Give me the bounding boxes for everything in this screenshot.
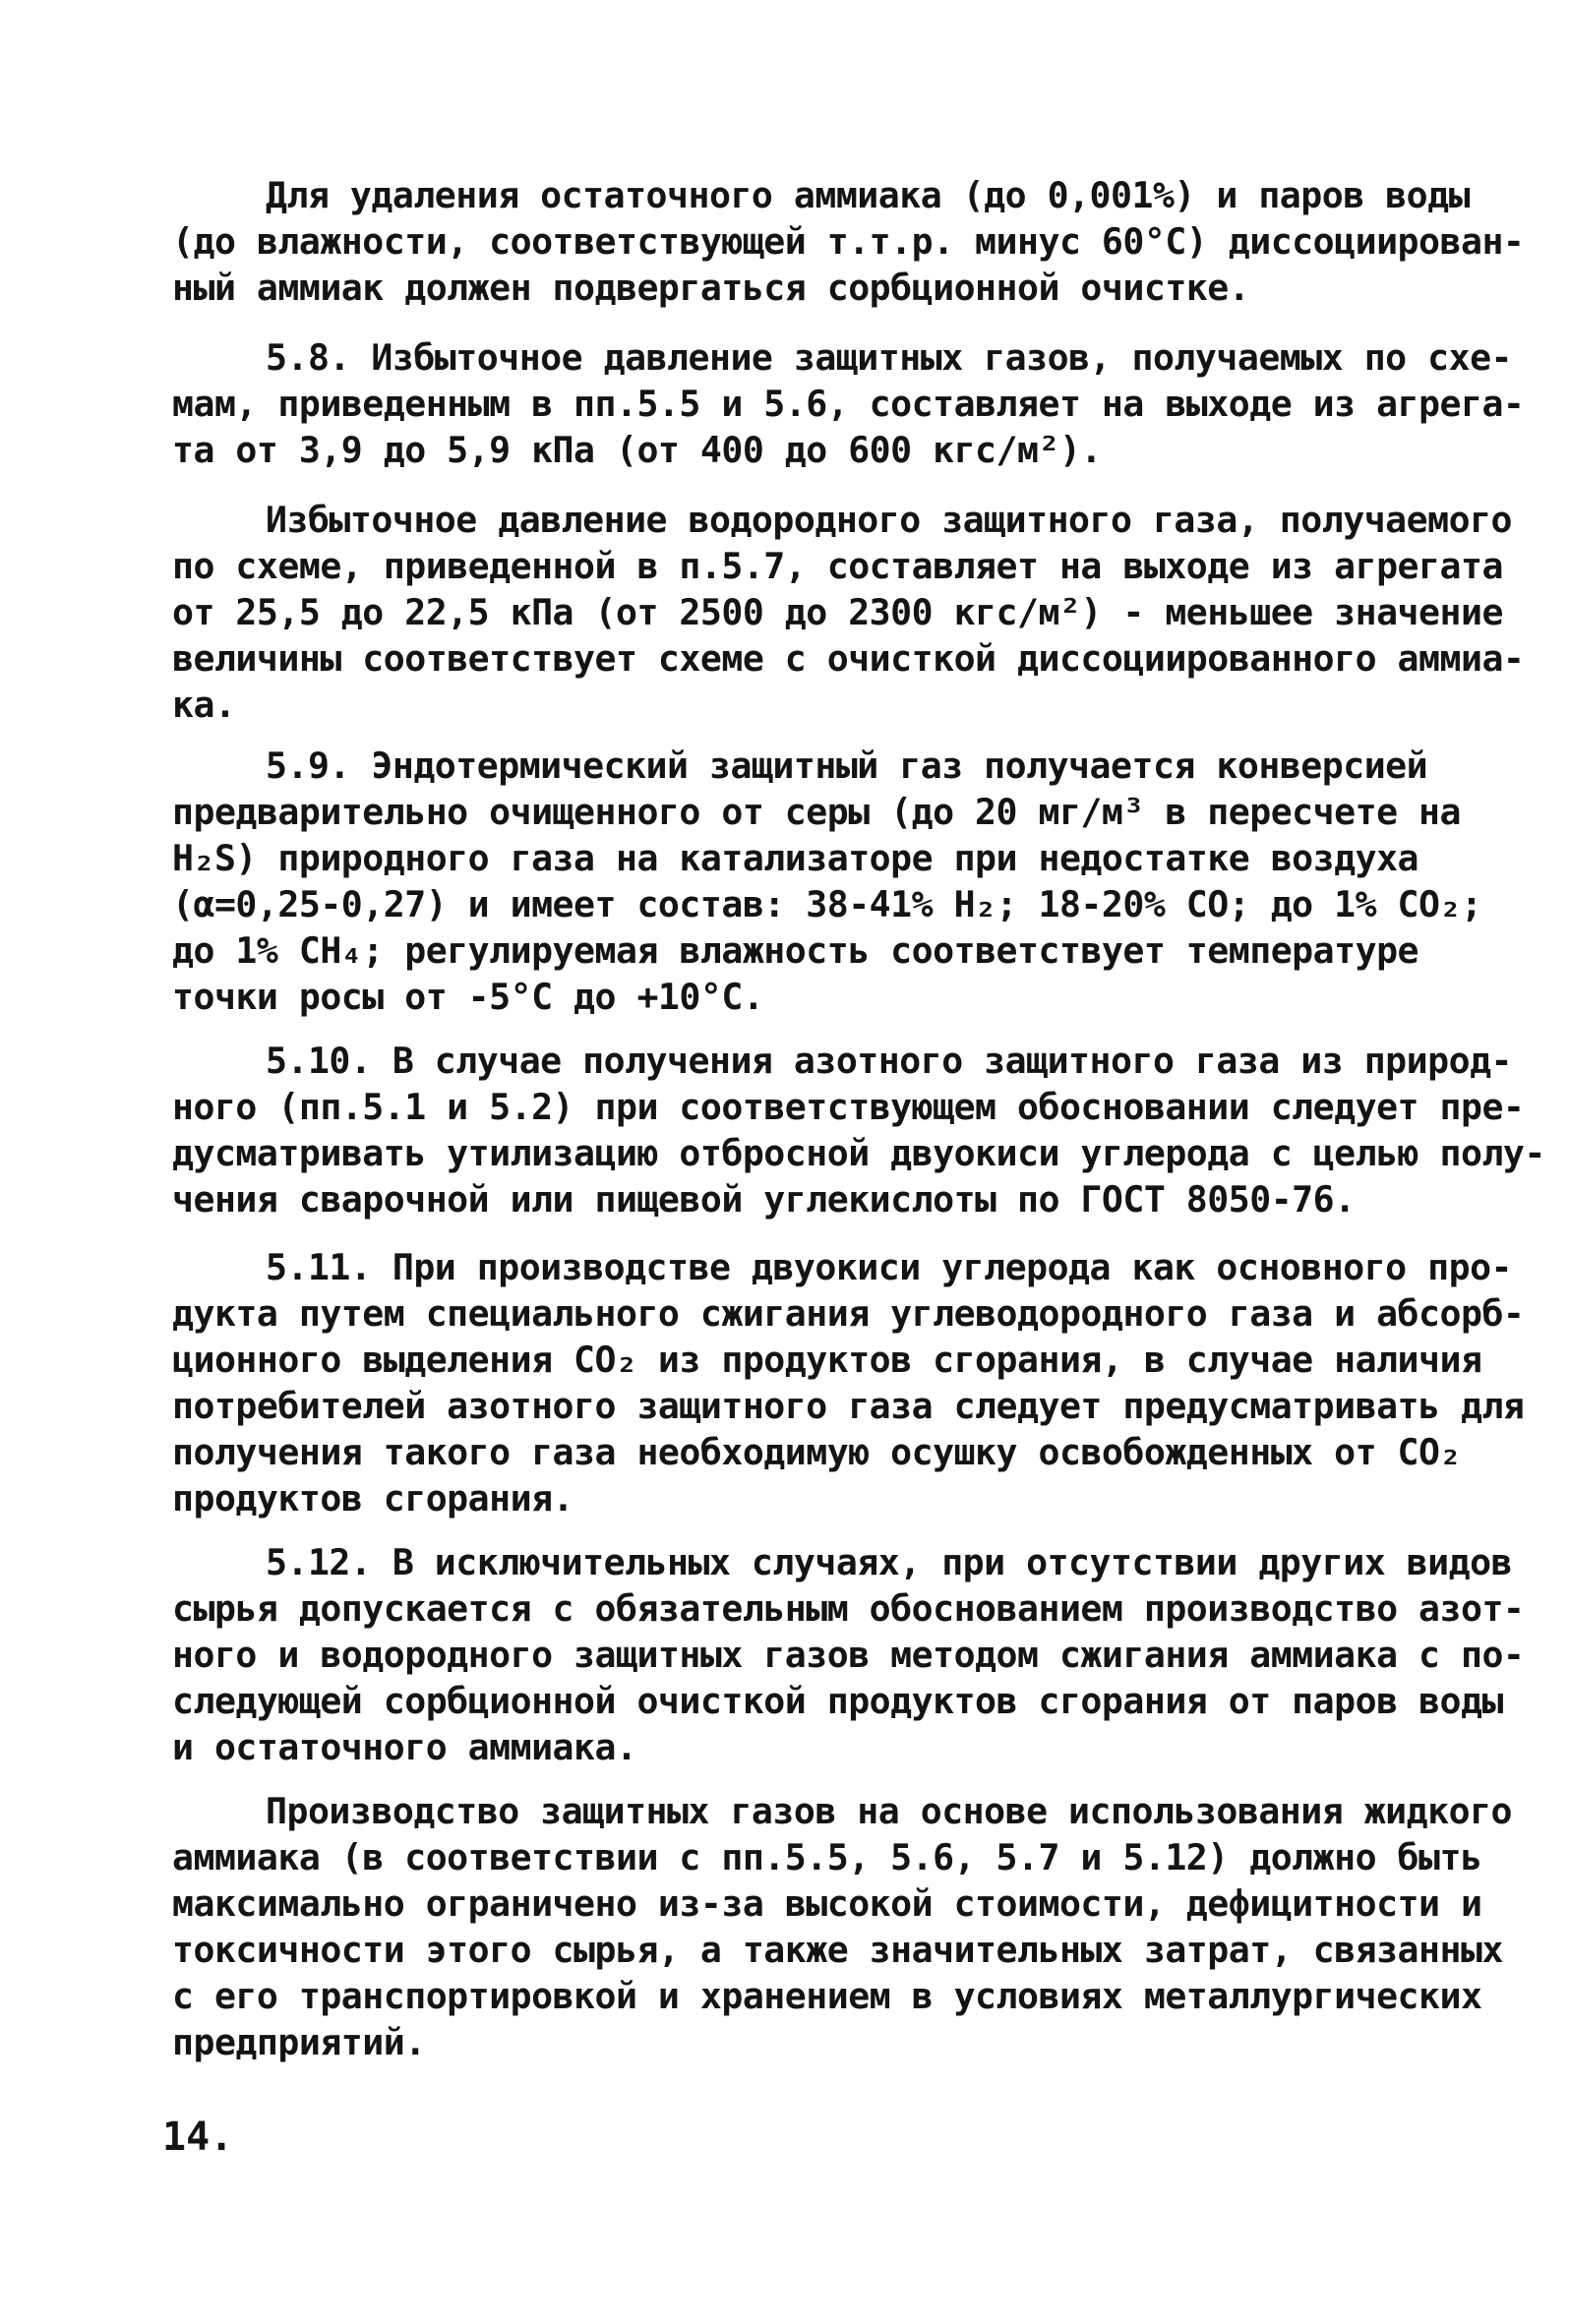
text-line: дукта путем специального сжигания углеводородного газа и абсорб-: [172, 1292, 1525, 1335]
paragraph-5-12: [172, 1539, 1525, 1770]
paragraph-5-10: [172, 1038, 1545, 1222]
paragraph-5-9: [172, 743, 1482, 1020]
page-number: 14.: [162, 2115, 234, 2160]
text-line: (до влажности, соответствующей т.т.р. минус 60°С) диссоциирован-: [172, 220, 1525, 263]
text-line: 5.12. В исключительных случаях, при отсутствии других видов: [266, 1541, 1513, 1583]
text-line: предварительно очищенного от серы (до 20 мг/м³ в пересчете на: [172, 791, 1461, 833]
text-line: Избыточное давление водородного защитного газа, получаемого: [266, 499, 1513, 541]
text-line: максимально ограничено из-за высокой стоимости, дефицитности и: [172, 1882, 1482, 1925]
text-line: ного и водородного защитных газов методом сжигания аммиака с по-: [172, 1634, 1525, 1676]
text-line: ный аммиак должен подвергаться сорбционной очистке.: [172, 267, 1250, 309]
text-line: с его транспортировкой и хранением в условиях металлургических: [172, 1975, 1482, 2017]
text-line: 5.10. В случае получения азотного защитного газа из природ-: [266, 1040, 1513, 1082]
text-line: точки росы от -5°С до +10°С.: [172, 976, 764, 1018]
text-line: дусматривать утилизацию отбросной двуокиси углерода с целью полу-: [172, 1132, 1545, 1174]
text-line: Для удаления остаточного аммиака (до 0,001%) и паров воды: [266, 174, 1471, 216]
text-line: та от 3,9 до 5,9 кПа (от 400 до 600 кгс/м²).: [172, 429, 1102, 471]
text-line: 5.11. При производстве двуокиси углерода как основного про-: [266, 1246, 1513, 1288]
paragraph-hydrogen-pressure: [172, 497, 1525, 728]
text-line: сырья допускается с обязательным обоснованием производство азот-: [172, 1587, 1525, 1630]
paragraph-ammonia-cleaning: [172, 172, 1525, 311]
text-line: мам, приведенным в пп.5.5 и 5.6, составляет на выходе из агрега-: [172, 383, 1525, 425]
text-line: по схеме, приведенной в п.5.7, составляет на выходе из агрегата: [172, 545, 1503, 587]
text-line: продуктов сгорания.: [172, 1477, 574, 1520]
text-line: 5.8. Избыточное давление защитных газов, получаемых по схе-: [266, 336, 1513, 379]
text-line: (α=0,25-0,27) и имеет состав: 38-41% H₂; 18-20% CO; до 1% CO₂;: [172, 883, 1482, 925]
text-line: чения сварочной или пищевой углекислоты по ГОСТ 8050-76.: [172, 1178, 1356, 1221]
text-line: Производство защитных газов на основе использования жидкого: [266, 1790, 1513, 1832]
text-line: токсичности этого сырья, а также значительных затрат, связанных: [172, 1929, 1503, 1971]
text-line: следующей сорбционной очисткой продуктов сгорания от паров воды: [172, 1680, 1503, 1722]
text-line: ного (пп.5.1 и 5.2) при соответствующем обосновании следует пре-: [172, 1086, 1525, 1128]
text-line: 5.9. Эндотермический защитный газ получается конверсией: [266, 745, 1428, 787]
text-line: до 1% CH₄; регулируемая влажность соответствует температуре: [172, 929, 1419, 972]
text-line: ка.: [172, 684, 236, 726]
text-line: ционного выделения CO₂ из продуктов сгорания, в случае наличия: [172, 1339, 1482, 1381]
text-line: потребителей азотного защитного газа следует предусматривать для: [172, 1385, 1525, 1427]
text-line: аммиака (в соответствии с пп.5.5, 5.6, 5.7 и 5.12) должно быть: [172, 1836, 1482, 1878]
text-line: предприятий.: [172, 2021, 426, 2063]
text-line: и остаточного аммиака.: [172, 1726, 637, 1768]
text-line: получения такого газа необходимую осушку освобожденных от CO₂: [172, 1431, 1461, 1473]
paragraph-5-8: [172, 334, 1525, 473]
text-line: от 25,5 до 22,5 кПа (от 2500 до 2300 кгс/м²) - меньшее значение: [172, 591, 1503, 633]
text-line: величины соответствует схеме с очисткой диссоциированного аммиа-: [172, 637, 1525, 680]
paragraph-liquid-ammonia: [172, 1788, 1513, 2065]
text-line: H₂S) природного газа на катализаторе при недостатке воздуха: [172, 837, 1419, 879]
paragraph-5-11: [172, 1244, 1525, 1521]
